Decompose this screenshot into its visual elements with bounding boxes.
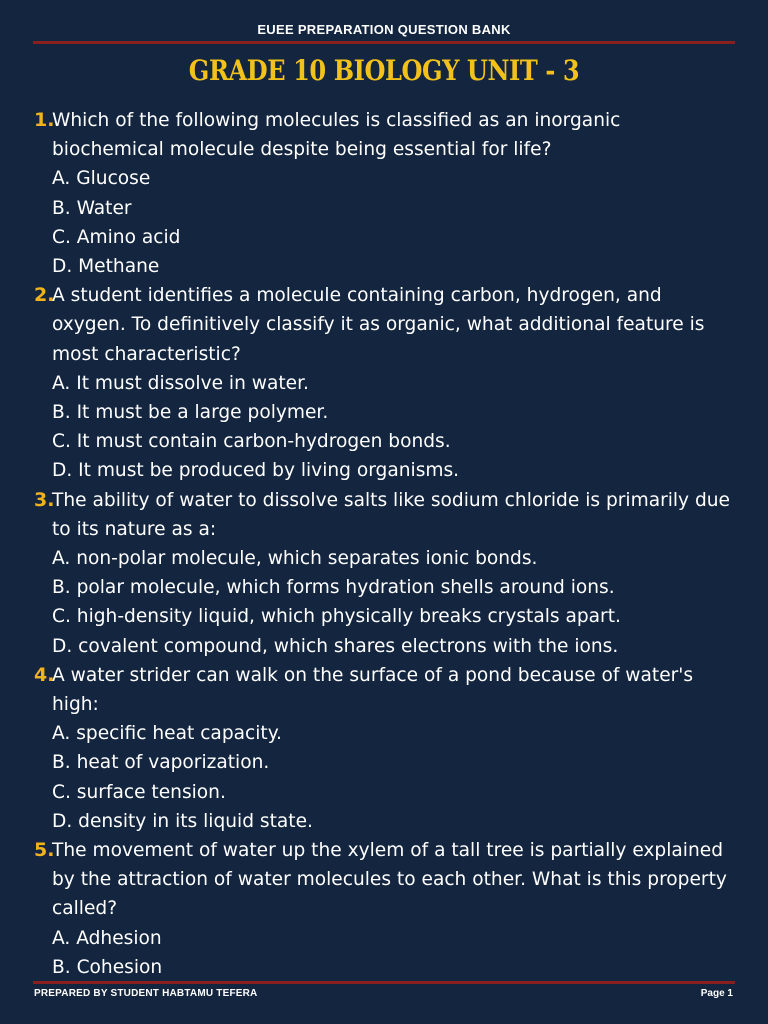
question-number: 1. [34,109,55,131]
option-b: B. Water [52,197,132,219]
question-text: A student identifies a molecule containing carbon, hydrogen, and oxygen. To definitively classify it as organic, what additional feature is most characteristic? [52,285,705,365]
question-number: 2. [34,284,55,307]
question-text: The ability of water to dissolve salts like sodium chloride is primarily due to its nature as a: [52,489,730,540]
option-b: B. It must be a large polymer. [52,402,329,424]
question-list [34,106,734,982]
footer-divider [33,981,735,984]
option-b: B. heat of vaporization. [52,752,270,774]
question-2 [34,281,734,485]
question-number: 4. [34,663,55,686]
option-c: C. It must contain carbon-hydrogen bonds. [52,431,451,453]
question-4 [34,661,734,836]
option-c: C. surface tension. [52,781,226,803]
question-text: A water strider can walk on the surface of a pond because of water's high: [52,664,694,716]
question-text: The movement of water up the xylem of a tall tree is partially explained by the attraction of water molecules to each other. What is this property called? [52,840,727,920]
question-1 [34,106,734,281]
header-title: EUEE PREPARATION QUESTION BANK [257,22,511,37]
option-d: D. density in its liquid state. [52,810,313,832]
option-a: A. Glucose [52,168,151,190]
option-b: B. polar molecule, which forms hydration shells around ions. [52,577,615,599]
option-a: A. specific heat capacity. [52,723,282,745]
option-d: D. Methane [52,256,160,278]
page-number: Page 1 [700,988,733,999]
header-divider [33,41,735,44]
option-a: A. non-polar molecule, which separates ionic bonds. [52,548,538,570]
question-text: Which of the following molecules is classified as an inorganic biochemical molecule despite being essential for life? [52,110,621,161]
question-number: 3. [34,488,55,511]
option-c: C. high-density liquid, which physically breaks crystals apart. [52,606,621,628]
page-title: GRADE 10 BIOLOGY UNIT - 3 [188,54,580,87]
option-c: C. Amino acid [52,226,181,248]
question-number: 5. [34,839,55,862]
option-d: D. It must be produced by living organisms. [52,460,460,482]
question-3 [34,486,734,661]
option-d: D. covalent compound, which shares electrons with the ions. [52,635,619,657]
option-b: B. Cohesion [52,956,163,978]
footer-author: PREPARED BY STUDENT HABTAMU TEFERA [34,988,258,999]
question-5 [34,836,734,982]
option-a: A. It must dissolve in water. [52,372,309,394]
option-a: A. Adhesion [52,927,162,949]
